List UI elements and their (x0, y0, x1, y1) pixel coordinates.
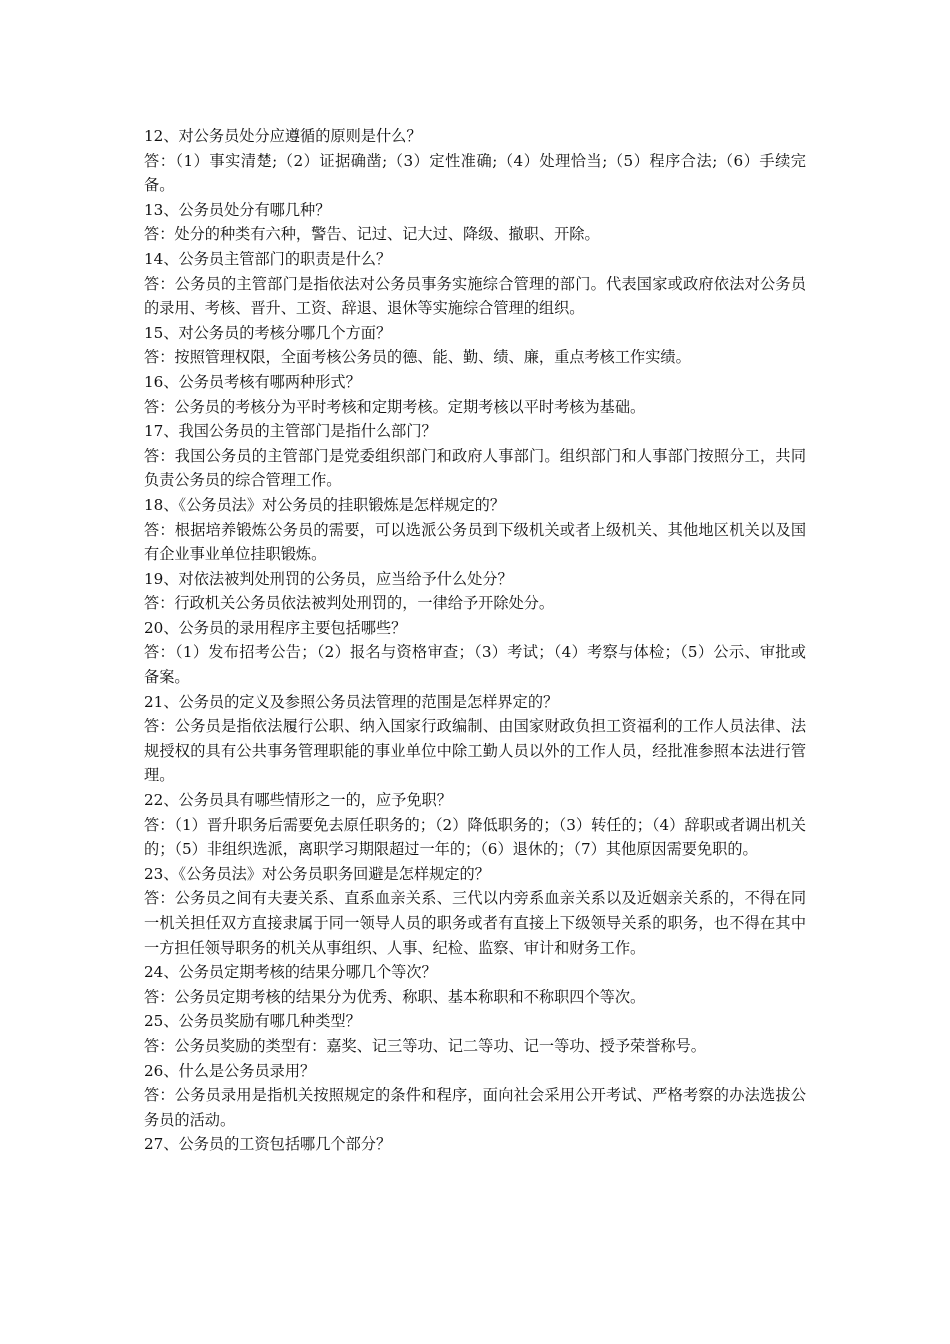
question-27: 27、公务员的工资包括哪几个部分？ (144, 1135, 392, 1154)
question-18: 18、《公务员法》对公务员的挂职锻炼是怎样规定的？ (144, 495, 506, 514)
question-17: 17、我国公务员的主管部门是指什么部门？ (144, 422, 437, 441)
answer-19: 答：行政机关公务员依法被判处刑罚的，一律给予开除处分。 (144, 594, 555, 613)
answer-26: 答：公务员录用是指机关按照规定的条件和程序，面向社会采用公开考试、严格考察的办法选拔公务员的活动。 (144, 1086, 806, 1129)
question-21: 21、公务员的定义及参照公务员法管理的范围是怎样界定的？ (144, 692, 559, 711)
question-14: 14、公务员主管部门的职责是什么？ (144, 249, 392, 268)
question-20: 20、公务员的录用程序主要包括哪些？ (144, 618, 407, 637)
answer-12: 答：（1）事实清楚;（2）证据确凿;（3）定性准确;（4）处理恰当;（5）程序合法;（6）手续完备。 (144, 151, 806, 195)
question-24: 24、公务员定期考核的结果分哪几个等次？ (144, 963, 437, 982)
document-body (144, 124, 806, 1157)
answer-17: 答：我国公务员的主管部门是党委组织部门和政府人事部门。组织部门和人事部门按照分工，共同负责公务员的综合管理工作。 (144, 446, 806, 490)
answer-13: 答：处分的种类有六种，警告、记过、记大过、降级、撤职、开除。 (144, 225, 600, 244)
answer-18: 答：根据培养锻炼公务员的需要，可以选派公务员到下级机关或者上级机关、其他地区机关以及国有企业事业单位挂职锻炼。 (144, 520, 806, 564)
question-22: 22、公务员具有哪些情形之一的，应予免职？ (144, 791, 452, 810)
question-12: 12、对公务员处分应遵循的原则是什么？ (144, 127, 422, 145)
answer-14: 答：公务员的主管部门是指依法对公务员事务实施综合管理的部门。代表国家或政府依法对公务员的录用、考核、晋升、工资、辞退、退休等实施综合管理的组织。 (144, 274, 806, 318)
answer-24: 答：公务员定期考核的结果分为优秀、称职、基本称职和不称职四个等次。 (144, 987, 646, 1006)
answer-16: 答：公务员的考核分为平时考核和定期考核。定期考核以平时考核为基础。 (144, 397, 646, 416)
question-13: 13、公务员处分有哪几种？ (144, 200, 331, 219)
question-16: 16、公务员考核有哪两种形式？ (144, 372, 361, 391)
answer-15: 答：按照管理权限，全面考核公务员的德、能、勤、绩、廉，重点考核工作实绩。 (144, 348, 691, 367)
answer-25: 答：公务员奖励的类型有：嘉奖、记三等功、记二等功、记一等功、授予荣誉称号。 (144, 1036, 706, 1055)
question-19: 19、对依法被判处刑罚的公务员，应当给予什么处分？ (144, 569, 513, 588)
answer-20: 答：（1）发布招考公告；（2）报名与资格审查；（3）考试；（4）考察与体检；（5）公示、审批或备案。 (144, 643, 806, 687)
question-15: 15、对公务员的考核分哪几个方面？ (144, 323, 392, 342)
answer-22: 答：（1）晋升职务后需要免去原任职务的；（2）降低职务的；（3）转任的；（4）辞职或者调出机关的；（5）非组织选派，离职学习期限超过一年的；（6）退休的；（7）其他原因需要免职的。 (144, 815, 806, 859)
question-26: 26、什么是公务员录用？ (144, 1061, 316, 1080)
question-25: 25、公务员奖励有哪几种类型？ (144, 1012, 361, 1031)
question-23: 23、《公务员法》对公务员职务回避是怎样规定的？ (144, 864, 490, 883)
answer-23: 答：公务员之间有夫妻关系、直系血亲关系、三代以内旁系血亲关系以及近姻亲关系的，不得在同一机关担任双方直接隶属于同一领导人员的职务或者有直接上下级领导关系的职务，也不得在其中一方担任领导职务的机关从事组织、人事、纪检、监察、审计和财务工作。 (144, 889, 806, 957)
answer-21: 答：公务员是指依法履行公职、纳入国家行政编制、由国家财政负担工资福利的工作人员法律、法规授权的具有公共事务管理职能的事业单位中除工勤人员以外的工作人员，经批准参照本法进行管理。 (144, 717, 806, 785)
